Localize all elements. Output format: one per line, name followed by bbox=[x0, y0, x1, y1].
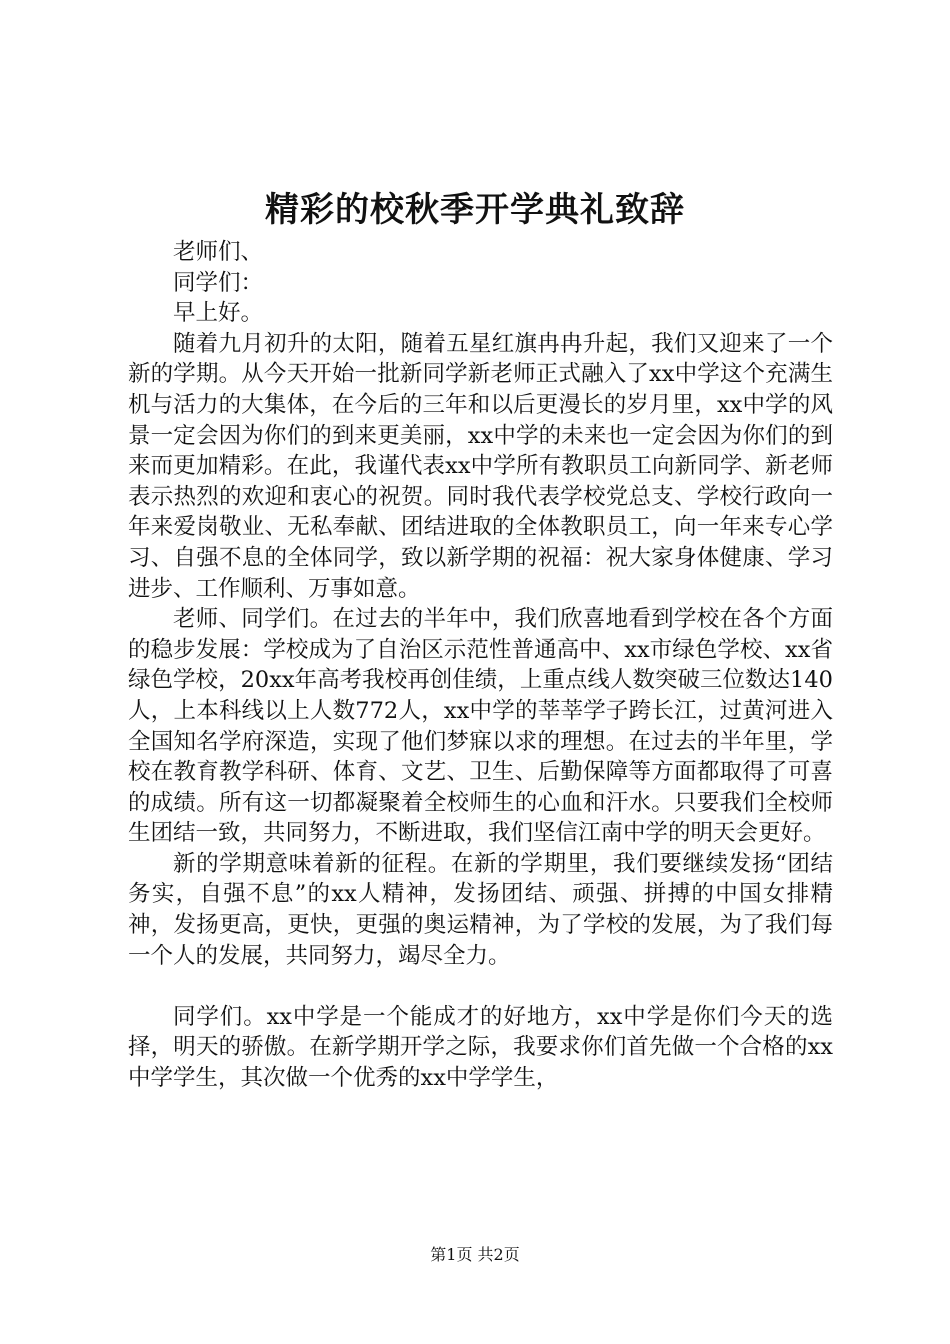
paragraph-achievements: 老师、同学们。在过去的半年中，我们欣喜地看到学校在各个方面的稳步发展：学校成为了自治区示范性普通高中、xx市绿色学校、xx省绿色学校，20xx年高考我校再创佳绩，上重点线人数突破三位数达140人，上本科线以上人数772人，xx中学的莘莘学子跨长江，过黄河进入全国知名学府深造，实现了他们梦寐以求的理想。在过去的半年里，学校在教育教学科研、体育、文艺、卫生、后勤保障等方面都取得了可喜的成绩。所有这一切都凝聚着全校师生的心血和汗水。只要我们全校师生团结一致，共同努力，不断进取，我们坚信江南中学的明天会更好。 bbox=[128, 606, 833, 847]
page-number-footer: 第1页 共2页 bbox=[430, 1245, 520, 1264]
paragraph-new-semester: 新的学期意味着新的征程。在新的学期里，我们要继续发扬“团结务实，自强不息”的xx人精神，发扬团结、顽强、拼搏的中国女排精神，发扬更高，更快，更强的奥运精神，为了学校的发展，为了我们每一个人的发展，共同努力，竭尽全力。 bbox=[128, 850, 833, 969]
greeting: 早上好。 bbox=[173, 300, 264, 327]
salutation-teachers: 老师们、 bbox=[173, 239, 264, 265]
document-body bbox=[128, 237, 833, 1094]
paragraph-welcome: 随着九月初升的太阳，随着五星红旗冉冉升起，我们又迎来了一个新的学期。从今天开始一批新同学新老师正式融入了xx中学这个充满生机与活力的大集体，在今后的三年和以后更漫长的岁月里，xx中学的风景一定会因为你们的到来更美丽，xx中学的未来也一定会因为你们的到来而更加精彩。在此，我谨代表xx中学所有教职员工向新同学、新老师表示热烈的欢迎和衷心的祝贺。同时我代表学校党总支、学校行政向一年来爱岗敬业、无私奉献、团结进取的全体教职员工，向一年来专心学习、自强不息的全体同学，致以新学期的祝福：祝大家身体健康、学习进步、工作顺利、万事如意。 bbox=[128, 330, 833, 602]
paragraph-students: 同学们。xx中学是一个能成才的好地方，xx中学是你们今天的选择，明天的骄傲。在新学期开学之际，我要求你们首先做一个合格的xx中学学生，其次做一个优秀的xx中学学生， bbox=[128, 1003, 833, 1092]
document-title: 精彩的校秋季开学典礼致辞 bbox=[265, 190, 685, 230]
salutation-students: 同学们： bbox=[173, 269, 264, 296]
